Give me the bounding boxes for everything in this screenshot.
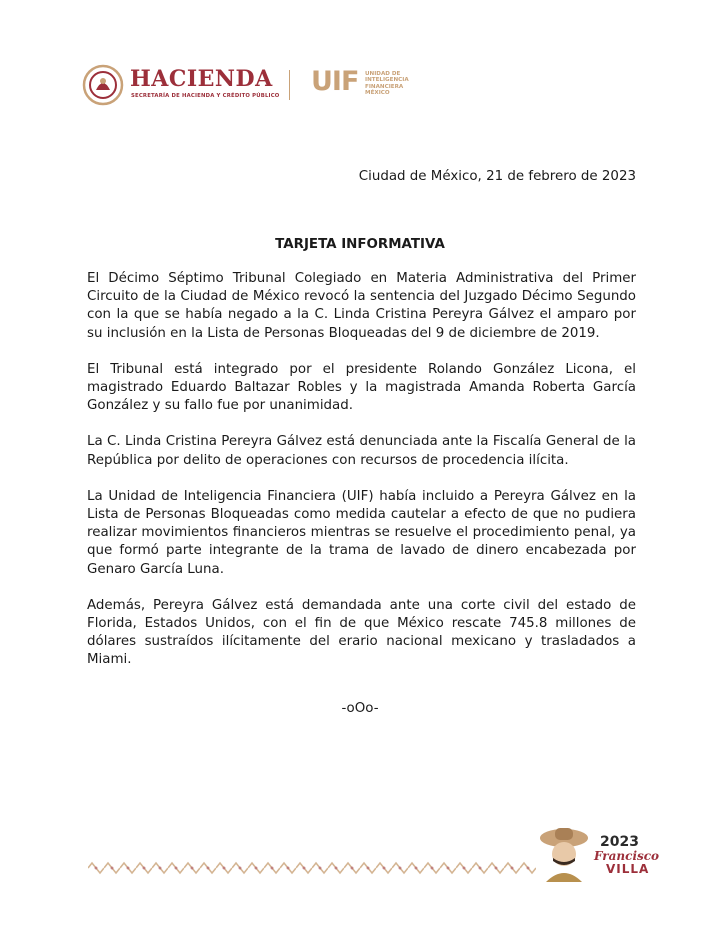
closing-mark: -oOo- <box>341 701 379 716</box>
logo-divider <box>289 70 290 100</box>
letterhead <box>82 62 422 108</box>
document-title: TARJETA INFORMATIVA <box>275 237 445 252</box>
uif-logo-text: UIF <box>311 66 359 97</box>
paragraph-1: El Décimo Séptimo Tribunal Colegiado en Materia Administrativa del Primer Circuito de la Ciudad de México revocó la sentencia del Juzgado Décimo Segundo con la que se había negado a la C. Linda Cristina Pereyra Gálvez el amparo por su inclusión en la Lista de Personas Bloqueadas del 9 de diciembre de 2019. <box>87 271 636 341</box>
hacienda-logo-subtitle: SECRETARÍA DE HACIENDA Y CRÉDITO PÚBLICO <box>131 93 280 99</box>
decorative-border <box>88 860 536 876</box>
hacienda-logo-text: HACIENDA <box>130 66 273 92</box>
footer-year: 2023 <box>600 834 639 850</box>
paragraph-5: Además, Pereyra Gálvez está demandada ante una corte civil del estado de Florida, Estados Unidos, con el fin de que México rescate 745.8 millones de dólares sustraídos ilícitamente del erario nacional mexicano y trasladados a Miami. <box>87 597 636 668</box>
paragraph-2: El Tribunal está integrado por el presidente Rolando González Licona, el magistrado Eduardo Baltazar Robles y la magistrada Amanda Roberta García González y su fallo fue por unanimidad. <box>87 361 636 414</box>
document-date: Ciudad de México, 21 de febrero de 2023 <box>358 169 636 184</box>
paragraph-4: La Unidad de Inteligencia Financiera (UIF) había incluido a Pereyra Gálvez en la Lista de Personas Bloqueadas como medida cautelar a efecto de que no pudiera realizar movimientos financieros mientras se resuelve el procedimiento penal, ya que formó parte integrante de la trama de lavado de dinero encabezada por Genaro García Luna. <box>87 488 636 577</box>
footer-francisco: Francisco <box>594 849 660 863</box>
footer-villa: VILLA <box>606 862 650 876</box>
uif-logo-subtitle: UNIDAD DE INTELIGENCIA FINANCIERA MÉXICO <box>365 71 409 97</box>
national-seal-icon <box>82 64 124 106</box>
paragraph-3: La C. Linda Cristina Pereyra Gálvez está denunciada ante la Fiscalía General de la República por delito de operaciones con recursos de procedencia ilícita. <box>87 434 636 468</box>
document-body <box>87 270 636 688</box>
